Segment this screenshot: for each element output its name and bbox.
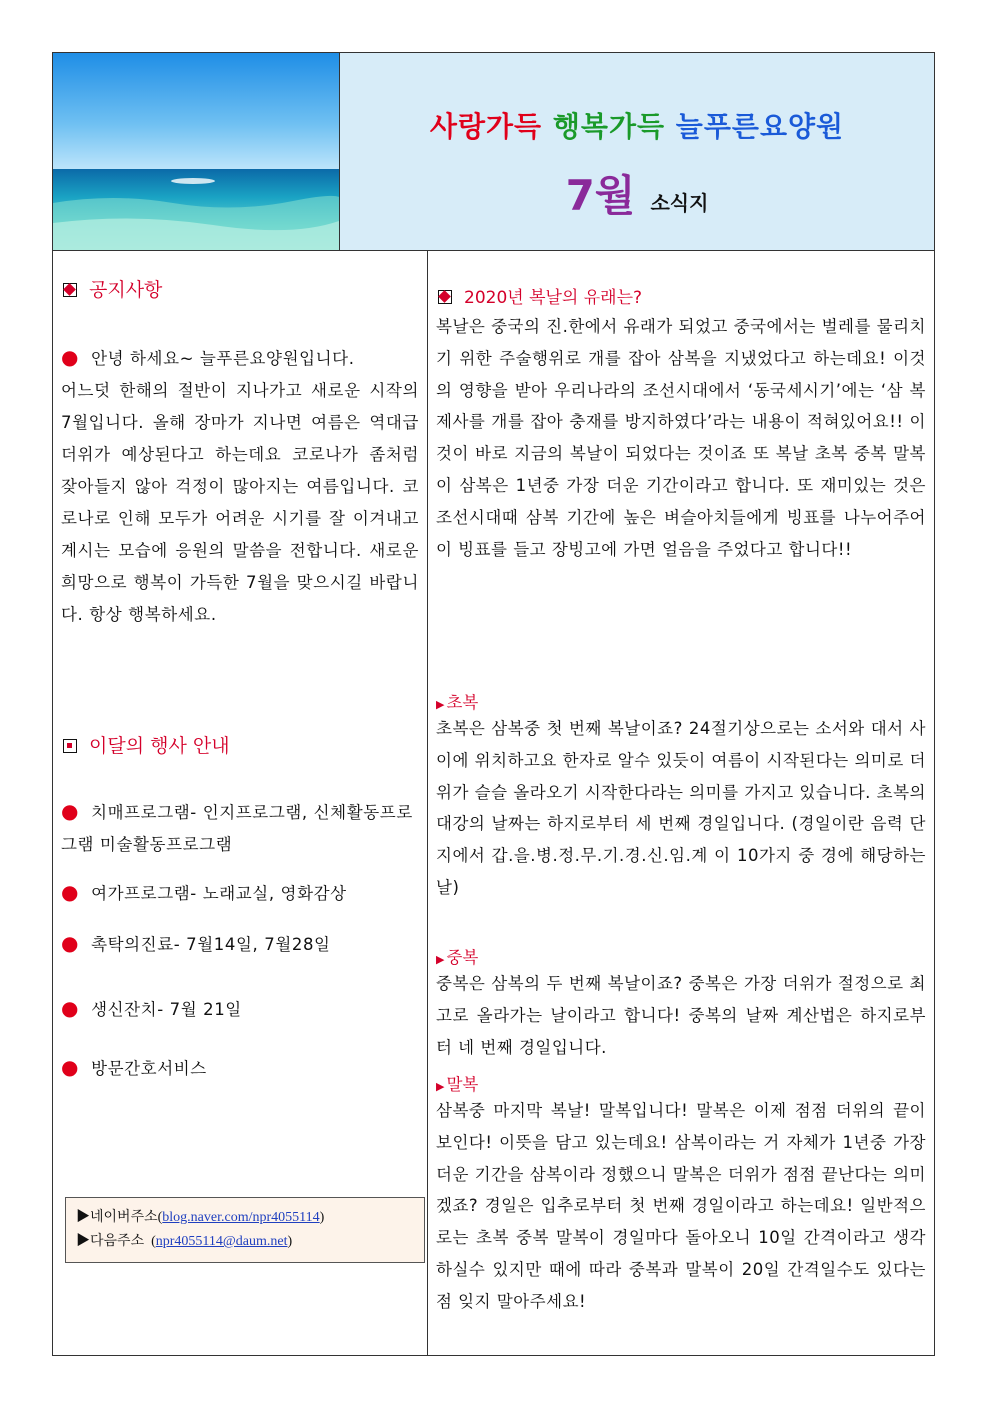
header xyxy=(53,53,934,251)
daum-label: ▶다음주소 ( xyxy=(76,1234,156,1249)
events-heading-text: 이달의 행사 안내 xyxy=(89,735,230,757)
red-dot-icon: ● xyxy=(61,996,80,1020)
title-box xyxy=(340,53,934,250)
jungbok-text: 중복은 삼복의 두 번째 복날이죠? 중복은 가장 더위가 절정으로 최고로 올라가는 날이라고 합니다! 중복의 날짜 계산법은 하지로부터 네 번째 경일입니다. xyxy=(436,974,926,1057)
triangle-icon: ▶ xyxy=(436,1080,445,1093)
chobok-text: 초복은 삼복중 첫 번째 복날이죠? 24절기상으로는 소서와 대서 사이에 위치하고요 한자로 알수 있듯이 여름이 시작된다는 의미로 더위가 슬슬 올라오기 시작한다라는 의미를 가지고 있습니다. 초복의 대강의 날짜는 하지로부터 세 번째 경일입니다. (경일이란 음력 단지에서 갑.을.병.정.무.기.경.신.임.계 이 10가지 중 경에 해당하는 날) xyxy=(436,719,926,897)
jungbok-title-text: 중복 xyxy=(446,948,479,967)
daum-close: ) xyxy=(287,1234,293,1249)
newsletter-frame xyxy=(52,52,935,1356)
naver-close: ) xyxy=(319,1210,325,1225)
event-item-text: 방문간호서비스 xyxy=(91,1059,207,1078)
diamond-box-icon xyxy=(438,290,452,304)
links-box xyxy=(65,1197,425,1263)
event-item xyxy=(61,795,421,861)
daum-link-line xyxy=(76,1230,424,1254)
naver-link-line xyxy=(76,1206,424,1230)
red-dot-icon: ● xyxy=(61,1055,80,1079)
chobok-title xyxy=(436,689,478,713)
malbok-title xyxy=(436,1071,478,1095)
notice-heading-text: 공지사항 xyxy=(89,279,163,301)
boknal-heading xyxy=(438,283,642,308)
event-item xyxy=(61,927,421,961)
notice-text: 어느덧 한해의 절반이 지나가고 새로운 시작의 7월입니다. 올해 장마가 지나면 여름은 역대급 더위가 예상된다고 하는데요 코로나가 좀처럼 잦아들지 않아 걱정이 많아지는 여름입니다. 코로나로 인해 모두가 어려운 시기를 잘 이겨내고 계시는 모습에 응원의 말씀을 전합니다. 새로운 희망으로 행복이 가득한 7월을 맞으시길 바랍니다. 항상 행복하세요. xyxy=(61,381,419,624)
newsletter-title xyxy=(340,105,934,145)
red-dot-icon: ● xyxy=(61,345,80,369)
beach-photo xyxy=(53,53,340,250)
red-dot-icon: ● xyxy=(61,880,80,904)
diamond-box-icon xyxy=(63,283,77,297)
chobok-title-text: 초복 xyxy=(446,693,479,712)
event-item xyxy=(61,1051,421,1085)
title-part-happy: 행복가득 xyxy=(552,110,666,143)
event-item xyxy=(61,876,421,910)
title-part-facility: 늘푸른요양원 xyxy=(675,110,845,143)
daum-email-link[interactable]: npr4055114@daum.net xyxy=(155,1234,288,1249)
jungbok-title xyxy=(436,944,478,968)
event-item xyxy=(61,992,421,1026)
issue-month: 7월 xyxy=(565,171,636,220)
event-item-text: 여가프로그램- 노래교실, 영화감상 xyxy=(91,884,347,903)
event-item-text: 생신잔치- 7월 21일 xyxy=(91,1000,242,1019)
malbok-text: 삼복중 마지막 복날! 말복입니다! 말복은 이제 점점 더위의 끝이 보인다! 이뜻을 담고 있는데요! 삼복이라는 거 자체가 1년중 가장 더운 기간을 삼복이라 정했으니 말복은 더위가 점점 끝난다는 의미겠죠? 경일은 입추로부터 첫 번째 경일이라고 하는데요! 일반적으로는 초복 중복 말복이 경일마다 돌아오니 10일 간격이라고 생각하실수 있지만 때에 따라 중복과 말복이 20일 간격일수도 있다는 점 잊지 말아주세요! xyxy=(436,1101,926,1311)
boknal-heading-text: 2020년 복날의 유래는? xyxy=(464,288,643,308)
left-column xyxy=(53,251,427,1356)
malbok-title-text: 말복 xyxy=(446,1075,479,1094)
events-heading xyxy=(63,731,230,758)
ocean-image-icon xyxy=(53,53,339,250)
right-column xyxy=(428,251,934,1356)
event-item-text: 촉탁의진료- 7월14일, 7월28일 xyxy=(91,935,331,954)
event-item-text: 치매프로그램- 인지프로그램, 신체활동프로그램 미술활동프로그램 xyxy=(61,803,413,854)
red-dot-icon: ● xyxy=(61,799,80,823)
triangle-icon: ▶ xyxy=(436,698,445,711)
issue-line xyxy=(340,163,934,223)
notice-greeting: 안녕 하세요~ 늘푸른요양원입니다. xyxy=(91,349,355,368)
red-dot-icon: ● xyxy=(61,931,80,955)
naver-blog-link[interactable]: blog.naver.com/npr4055114 xyxy=(162,1210,320,1225)
notice-body xyxy=(61,341,419,631)
notice-heading xyxy=(63,275,162,302)
square-box-icon xyxy=(63,739,77,753)
triangle-icon: ▶ xyxy=(436,953,445,966)
naver-label: ▶네이버주소( xyxy=(76,1210,163,1225)
issue-label: 소식지 xyxy=(650,191,709,215)
title-part-love: 사랑가득 xyxy=(429,110,543,143)
boknal-intro: 복날은 중국의 진.한에서 유래가 되었고 중국에서는 벌레를 물리치기 위한 주술행위로 개를 잡아 삼복을 지냈었다고 하는데요! 이것의 영향을 받아 우리나라의 조선시대에서 ‘동국세시기’에는 ‘삼 복제사를 개를 잡아 충재를 방지하였다’라는 내용이 적혀있어요!! 이것이 바로 지금의 복날이 되었다는 것이죠 또 복날 초복 중복 말복 이 삼복은 1년중 가장 더운 기간이라고 합니다. 또 재미있는 것은 조선시대때 삼복 기간에 높은 벼슬아치들에게 빙표를 나누어주어 이 빙표를 들고 장빙고에 가면 얼음을 주었다고 합니다!! xyxy=(436,317,926,559)
